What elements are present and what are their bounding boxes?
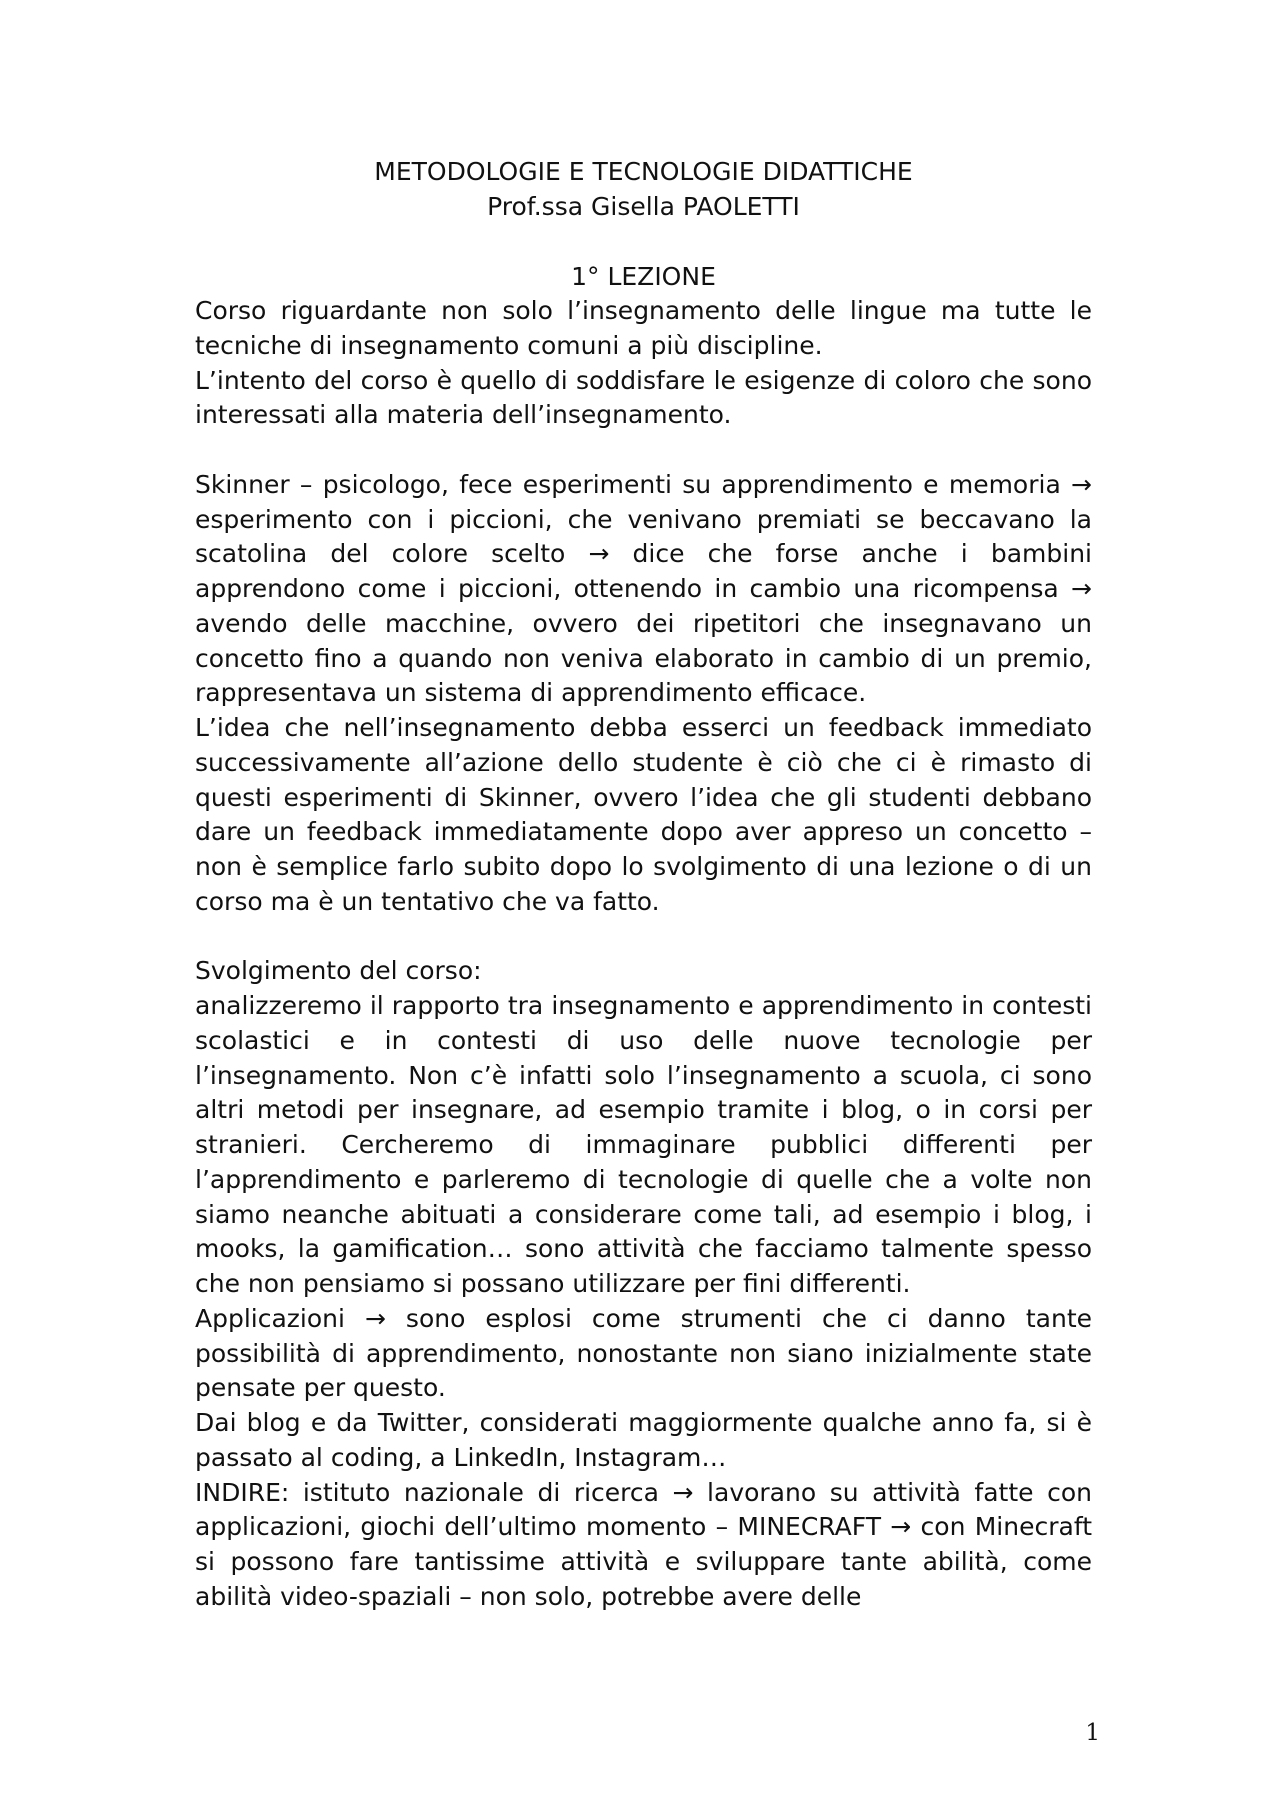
paragraph-feedback: L’idea che nell’insegnamento debba esserci un feedback immediato successivamente all’azione dello studente è ciò che ci è rimasto di questi esperimenti di Skinner, ovvero l’idea che gli studenti debbano dare un feedback immediatamente dopo aver appreso un concetto – non è semplice farlo subito dopo lo svolgimento di una lezione o di un corso ma è un tentativo che va fatto. bbox=[195, 713, 1092, 916]
course-title: METODOLOGIE E TECNOLOGIE DIDATTICHE bbox=[374, 157, 913, 186]
lesson-heading: 1° LEZIONE bbox=[571, 262, 716, 291]
paragraph-blog-twitter: Dai blog e da Twitter, considerati maggiormente qualche anno fa, si è passato al coding, a LinkedIn, Instagram… bbox=[195, 1408, 1092, 1472]
paragraph-applications: Applicazioni → sono esplosi come strumenti che ci danno tante possibilità di apprendimento, nonostante non siano inizialmente state pensate per questo. bbox=[195, 1303, 1092, 1403]
document-body bbox=[195, 294, 1092, 1615]
paragraph-spacer bbox=[195, 920, 1092, 955]
paragraph-spacer bbox=[195, 433, 1092, 468]
paragraph-indire: INDIRE: istituto nazionale di ricerca → lavorano su attività fatte con applicazioni, giochi dell’ultimo momento – MINECRAFT → con Minecraft si possono fare tantissime attività e sviluppare tante abilità, come abilità video-spaziali – non solo, potrebbe avere delle bbox=[195, 1477, 1092, 1611]
professor-name: Prof.ssa Gisella PAOLETTI bbox=[487, 192, 800, 221]
paragraph-course-outline: analizzeremo il rapporto tra insegnamento e apprendimento in contesti scolastici e in contesti di uso delle nuove tecnologie per l’insegnamento. Non c’è infatti solo l’insegnamento a scuola, ci sono altri metodi per insegnare, ad esempio tramite i blog, o in corsi per stranieri. Cercheremo di immaginare pubblici differenti per l’apprendimento e parleremo di tecnologie di quelle che a volte non siamo neanche abituati a considerare come tali, ad esempio i blog, i mooks, la gamification… sono attività che facciamo talmente spesso che non pensiamo si possano utilizzare per fini differenti. bbox=[195, 991, 1092, 1298]
page-number: 1 bbox=[1085, 1720, 1100, 1746]
paragraph-skinner: Skinner – psicologo, fece esperimenti su apprendimento e memoria → esperimento con i piccioni, che venivano premiati se beccavano la scatolina del colore scelto → dice che forse anche i bambini apprendono come i piccioni, ottenendo in cambio una ricompensa → avendo delle macchine, ovvero dei ripetitori che insegnavano un concetto fino a quando non veniva elaborato in cambio di un premio, rappresentava un sistema di apprendimento efficace. bbox=[195, 469, 1092, 708]
paragraph-course-intent: L’intento del corso è quello di soddisfare le esigenze di coloro che sono interessati alla materia dell’insegnamento. bbox=[195, 365, 1092, 430]
paragraph-course-outline-heading: Svolgimento del corso: bbox=[195, 956, 482, 986]
document-header bbox=[195, 154, 1092, 224]
paragraph-course-scope: Corso riguardante non solo l’insegnamento delle lingue ma tutte le tecniche di insegnamento comuni a più discipline. bbox=[195, 296, 1092, 360]
